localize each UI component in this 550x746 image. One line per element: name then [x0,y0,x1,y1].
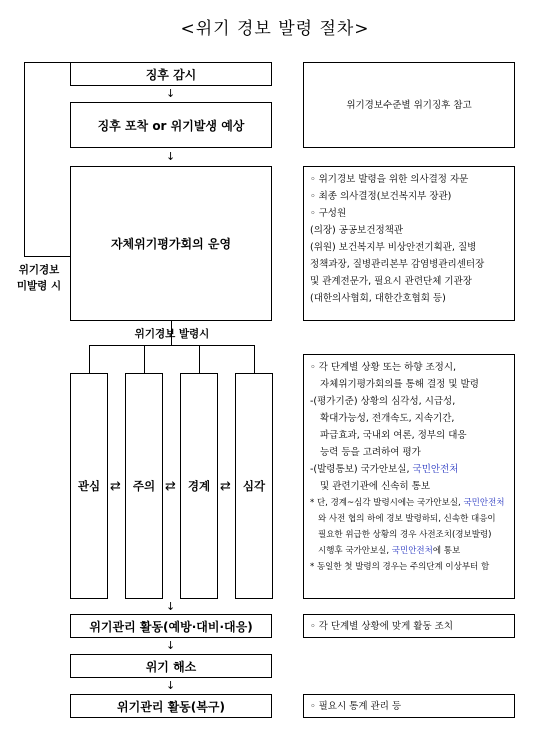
loop-label-line2: 미발령 시 [16,280,62,292]
bidirectional-arrow-icon: ⇄ [220,479,231,494]
note-line: 시행후 국가안보실, 국민안전처에 통보 [318,546,461,556]
down-arrow-icon: ↓ [166,639,176,652]
note-line: (위원) 보건복지부 비상안전기획관, 질병 [310,242,477,253]
note-line: ◦ 각 단계별 상황 또는 하향 조정시, [310,362,457,373]
bidirectional-arrow-icon: ⇄ [165,479,176,494]
highlight-agency: 국민안전처 [463,498,505,508]
note-warning-reference [303,62,515,148]
note-meeting-details [303,166,515,321]
note-line: 및 관련기관에 신속히 통보 [320,481,431,492]
note-line: (대한의사협회, 대한간호협회 등) [310,293,446,304]
note-statistics-text: ◦ 필요시 통계 관리 등 [310,700,402,712]
loop-line-bottom [24,256,70,257]
note-line: -(발령통보) 국가안보실, 국민안전처 [310,464,459,475]
note-statistics [303,694,515,718]
note-level-activities-text: ◦ 각 단계별 상황에 맞게 활동 조치 [310,620,454,632]
down-arrow-icon: ↓ [166,150,176,163]
note-line: ◦ 위기경보 발령을 위한 의사결정 자문 [310,174,469,185]
level-box-serious: 심각 [235,373,273,599]
page-title: <위기 경보 발령 절차> [180,19,370,39]
note-line: 정책과장, 질병관리본부 감염병관리센터장 [310,259,485,270]
note-line: -(평가기준) 상황의 심각성, 시급성, [310,396,456,407]
bidirectional-arrow-icon: ⇄ [110,479,121,494]
box-symptom-detection: 징후 포착 or 위기발생 예상 [70,102,272,148]
highlight-agency: 국민안전처 [412,464,459,475]
branch-horizontal [89,345,254,346]
box-self-assessment-meeting: 자체위기평가회의 운영 [70,166,272,321]
branch-drop-2 [144,345,145,373]
note-line: 자체위기평가회의를 통해 결정 및 발령 [320,379,479,390]
loop-label-line1: 위기경보 [18,264,60,276]
level-box-attention: 관심 [70,373,108,599]
down-arrow-icon: ↓ [166,600,176,613]
loop-line-vertical [24,62,25,256]
down-arrow-icon: ↓ [166,679,176,692]
loop-line-top [24,62,70,63]
note-line: 능력 등을 고려하여 평가 [320,447,421,458]
note-line: 필요한 위급한 상황의 경우 사전조치(경보발령) [318,530,492,540]
box-crisis-activity-response: 위기관리 활동(예방·대비·대응) [70,614,272,638]
box-crisis-activity-recovery: 위기관리 활동(복구) [70,694,272,718]
note-line: ◦ 최종 의사결정(보건복지부 장관) [310,191,452,202]
branch-drop-3 [199,345,200,373]
branch-drop-4 [254,345,255,373]
level-box-alert: 경계 [180,373,218,599]
note-level-activities [303,614,515,638]
note-line: ◦ 구성원 [310,208,347,219]
note-line: * 동일한 첫 발령의 경우는 주의단계 이상부터 함 [310,562,490,572]
note-line: (의장) 공공보건정책관 [310,225,404,236]
note-line: 파급효과, 국내외 여론, 정부의 대응 [320,430,467,441]
box-symptom-monitoring: 징후 감시 [70,62,272,86]
down-arrow-icon: ↓ [166,87,176,100]
loop-label [8,262,70,294]
note-line: * 단, 경계~심각 발령시에는 국가안보실, 국민안전처 [310,498,505,508]
highlight-agency: 국민안전처 [391,546,433,556]
level-box-caution: 주의 [125,373,163,599]
branch-drop-1 [89,345,90,373]
note-level-decision [303,354,515,599]
note-line: 및 관계전문가, 필요시 관련단체 기관장 [310,276,472,287]
note-warning-reference-text: 위기경보수준별 위기징후 참고 [346,99,472,111]
issue-label: 위기경보 발령시 [134,328,210,340]
note-line: 와 사전 협의 하에 경보 발령하되, 신속한 대응이 [318,514,496,524]
box-crisis-resolution: 위기 해소 [70,654,272,678]
note-line: 확대가능성, 전개속도, 지속기간, [320,413,455,424]
